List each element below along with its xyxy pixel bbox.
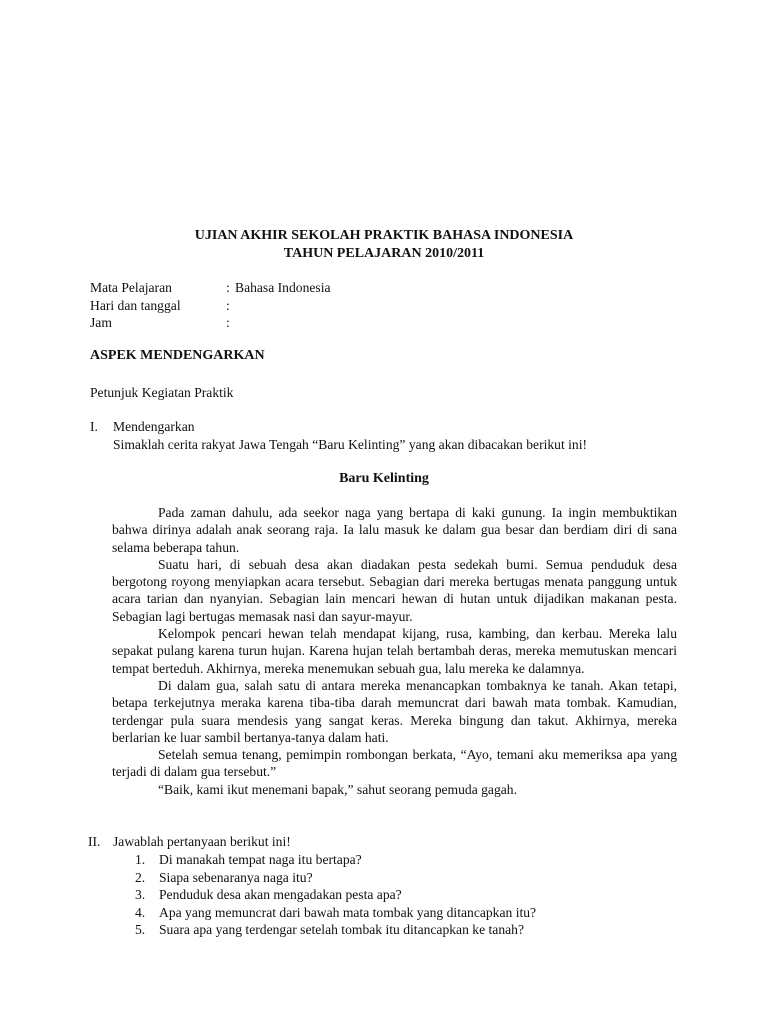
part-numeral: II. bbox=[88, 834, 101, 849]
question-text: Siapa sebenaranya naga itu? bbox=[159, 869, 313, 885]
question-number: 3. bbox=[135, 887, 146, 903]
info-separator: : bbox=[226, 315, 230, 330]
question-number: 1. bbox=[135, 852, 146, 867]
story-paragraph: Setelah semua tenang, pemimpin rombongan berkata, “Ayo, temani aku memeriksa apa yang terjadi di dalam gua tersebut.” bbox=[112, 747, 677, 780]
question-number: 4. bbox=[135, 904, 146, 920]
story-paragraph: Suatu hari, di sebuah desa akan diadakan pesta sedekah bumi. Semua penduduk desa bergotong royong menyiapkan acara tersebut. Sebagian dari mereka bertugas menata panggung untuk acara tarian dan nyanyian. Sebagian lain mencari hewan di hutan untuk dijadikan makanan pesta. Sebagian lagi bertugas memasak nasi dan sayur-mayur. bbox=[112, 556, 677, 624]
question-text: Suara apa yang terdengar setelah tombak itu ditancapkan ke tanah? bbox=[159, 922, 524, 938]
question-number: 5. bbox=[135, 922, 146, 938]
story-paragraph: Di dalam gua, salah satu di antara mereka menancapkan tombaknya ke tanah. Akan tetapi, betapa terkejutnya meraka karena tiba-tiba darah memuncrat dari bawah mata tombak. Kamudian, terdengar pula suara mendesis yang sangat keras. Mereka bingung dan takut. Akhirnya, mereka berlarian ke luar sambil bertanya-tanya dalam hati. bbox=[112, 677, 677, 745]
question-text: Di manakah tempat naga itu bertapa? bbox=[159, 852, 362, 867]
story-paragraph: Pada zaman dahulu, ada seekor naga yang bertapa di kaki gunung. Ia ingin membuktikan bahwa dirinya adalah anak seorang raja. Ia lalu masuk ke dalam gua besar dan berdiam diri di sana selama beberapa tahun. bbox=[112, 505, 677, 555]
exam-title: UJIAN AKHIR SEKOLAH PRAKTIK BAHASA INDONESIA bbox=[194, 228, 574, 243]
question-text: Apa yang memuncrat dari bawah mata tombak yang ditancapkan itu? bbox=[159, 904, 537, 920]
instructions-heading: Petunjuk Kegiatan Praktik bbox=[90, 385, 234, 400]
info-label: Jam bbox=[90, 315, 112, 330]
part-title: Mendengarkan bbox=[113, 419, 195, 434]
story-paragraph: “Baik, kami ikut menemani bapak,” sahut seorang pemuda gagah. bbox=[158, 781, 517, 797]
info-separator: : bbox=[226, 280, 230, 295]
question-number: 2. bbox=[135, 869, 146, 885]
info-separator: : bbox=[226, 297, 230, 313]
story-paragraph: Kelompok pencari hewan telah mendapat kijang, rusa, kambing, dan kerbau. Mereka lalu sepakat pulang karena turun hujan. Karena hujan telah bertambah deras, mereka memutuskan mencari tempat berteduh. Akhirnya, mereka menemukan sebuah gua, lalu mereka ke dalamnya. bbox=[112, 626, 677, 676]
section-heading: ASPEK MENDENGARKAN bbox=[90, 348, 265, 363]
question-text: Penduduk desa akan mengadakan pesta apa? bbox=[159, 887, 402, 903]
story-title: Baru Kelinting bbox=[339, 471, 429, 486]
story-body bbox=[112, 504, 677, 798]
part-title: Jawablah pertanyaan berikut ini! bbox=[113, 834, 291, 849]
info-label: Mata Pelajaran bbox=[90, 280, 172, 295]
exam-year: TAHUN PELAJARAN 2010/2011 bbox=[283, 246, 485, 261]
part-numeral: I. bbox=[90, 419, 98, 434]
info-label: Hari dan tanggal bbox=[90, 297, 181, 313]
part-instruction: Simaklah cerita rakyat Jawa Tengah “Baru Kelinting” yang akan dibacakan berikut ini! bbox=[113, 436, 588, 452]
info-value: Bahasa Indonesia bbox=[235, 280, 331, 295]
